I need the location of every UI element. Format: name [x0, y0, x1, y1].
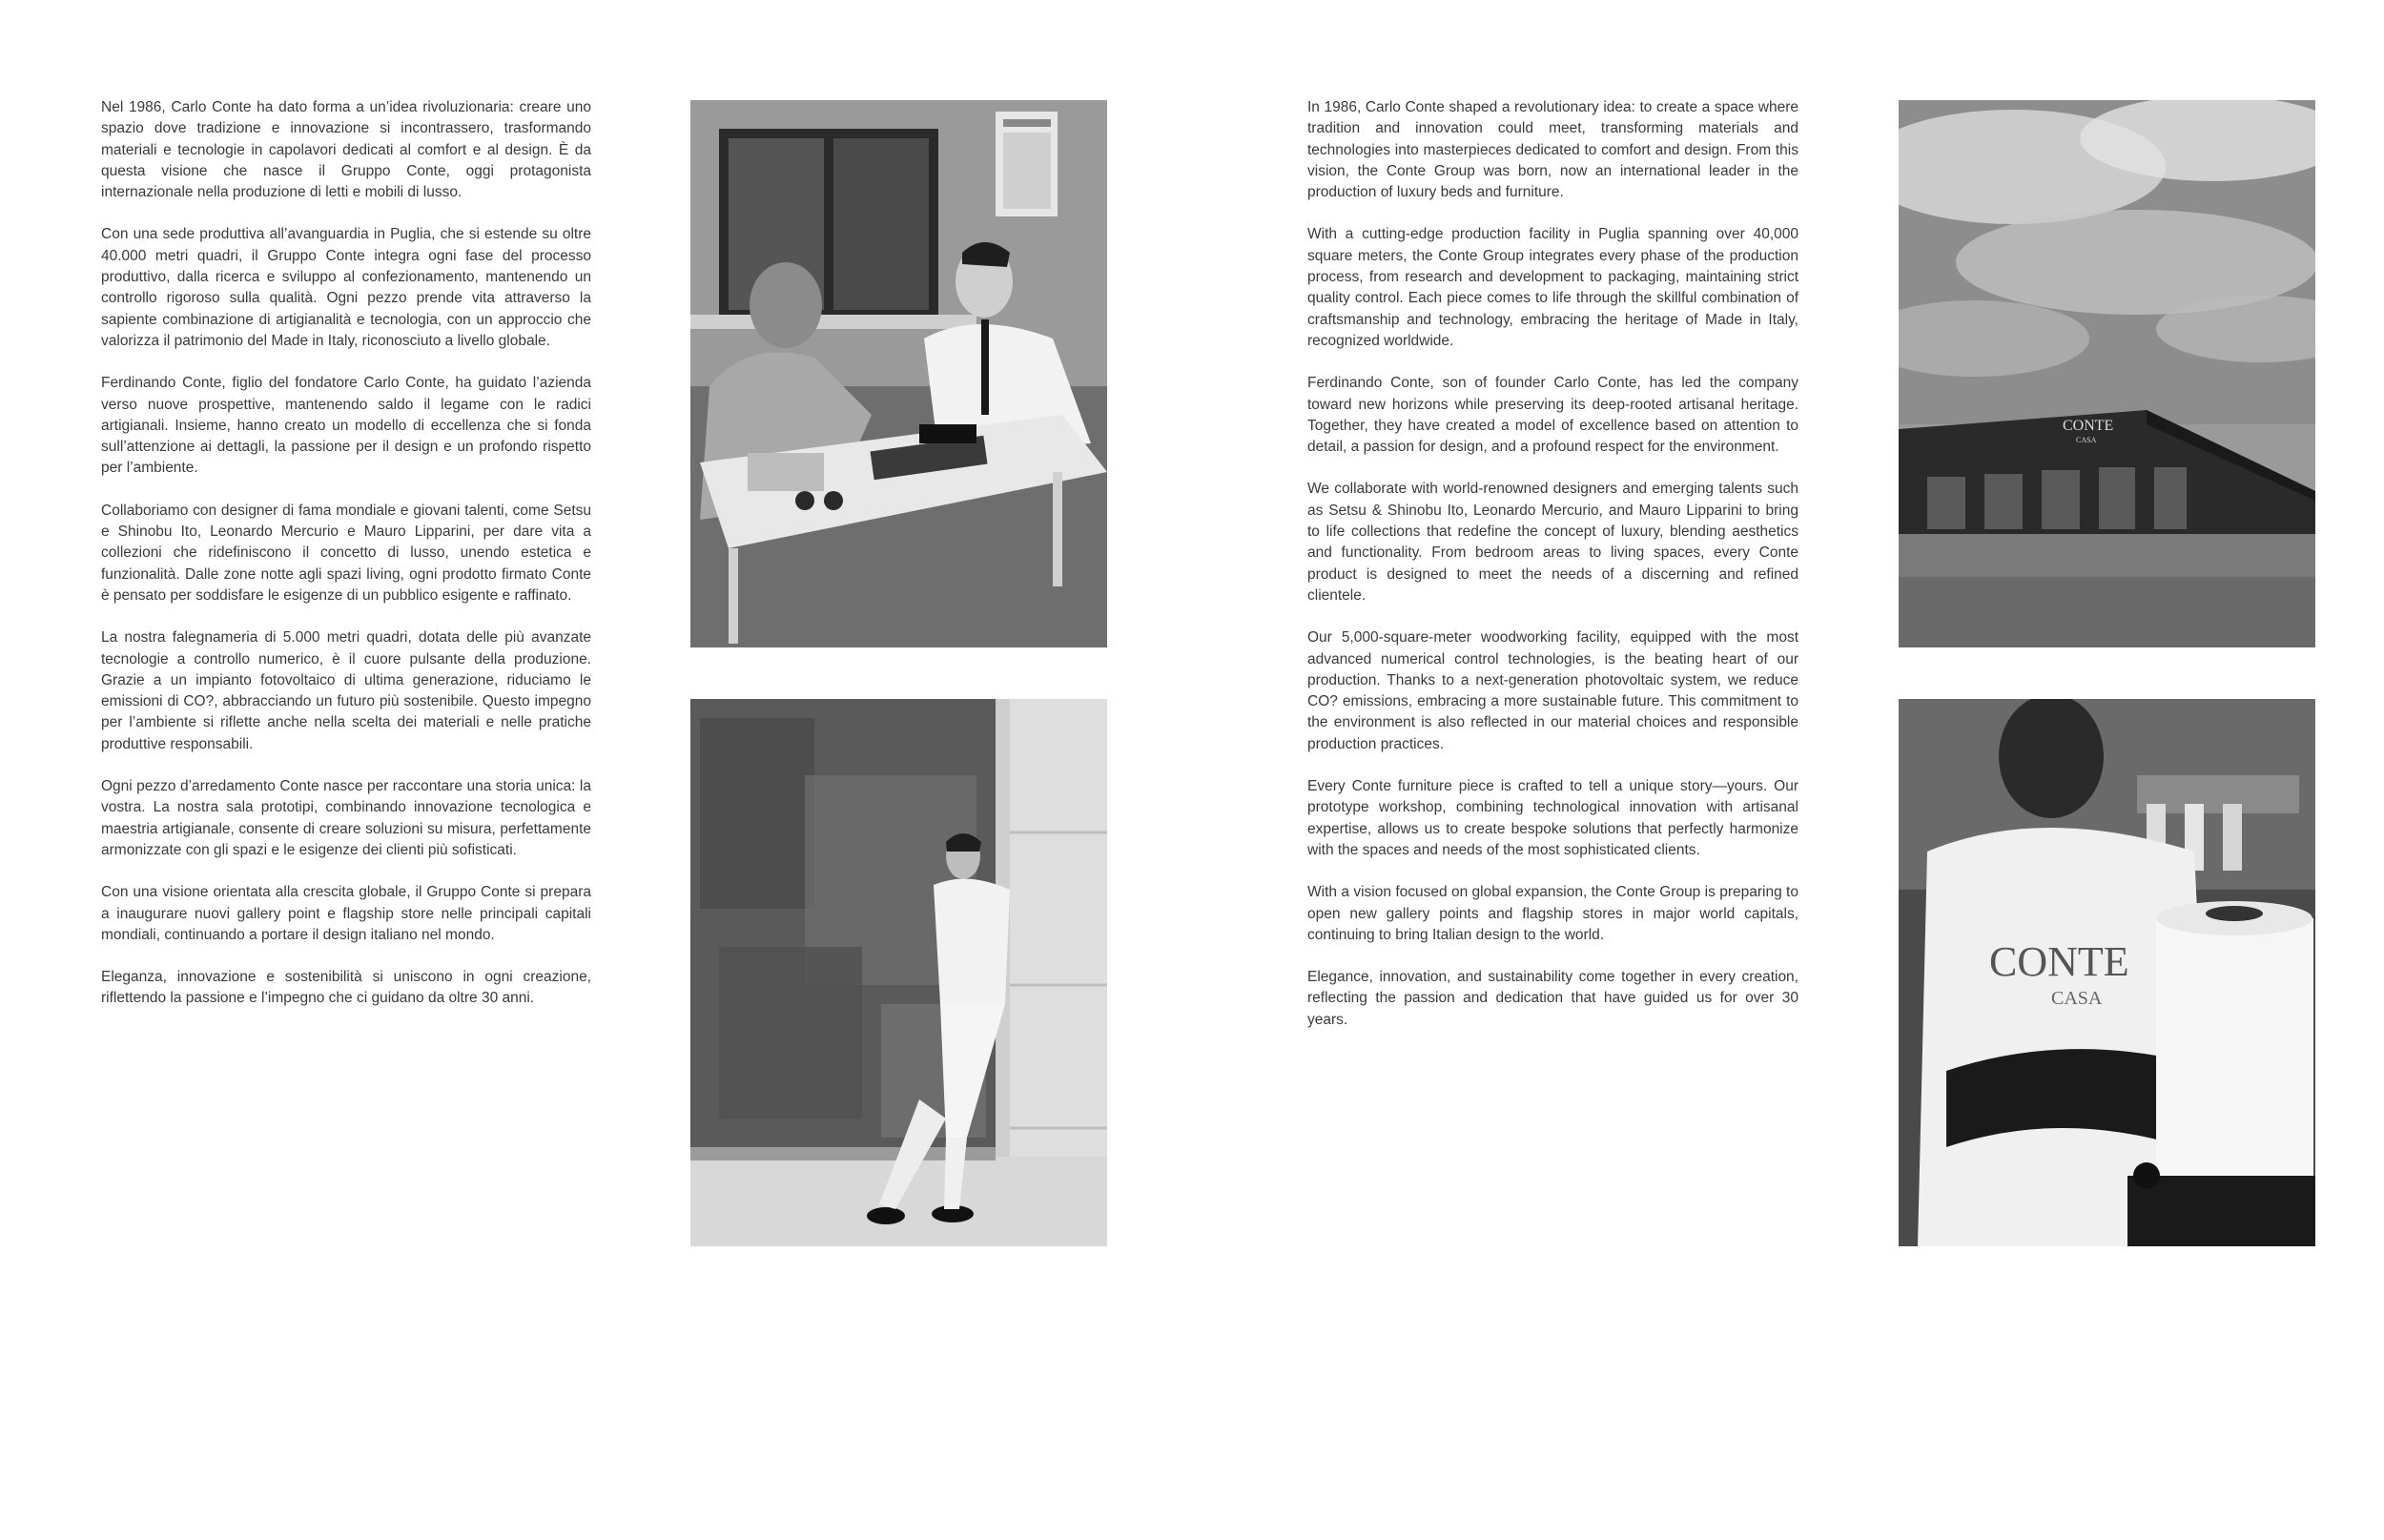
english-paragraph-6: Every Conte furniture piece is crafted to tell a unique story—yours. Our prototype workshop, combining technological innovation with artisanal expertise, allows us to create bespoke solutions that perfectly harmonize with the spaces and needs of the most sophisticated clients.: [1307, 778, 1798, 858]
english-text-column: [1307, 97, 1798, 1052]
english-paragraph-8: Elegance, innovation, and sustainability come together in every creation, reflecting the passion and dedication that have guided us for over 30 years.: [1307, 969, 1798, 1028]
shirt-logo-subtext: CASA: [2051, 988, 2103, 1009]
factory-sign-subtext: CASA: [2076, 436, 2097, 444]
italian-paragraph-5: La nostra falegnameria di 5.000 metri quadri, dotata delle più avanzate tecnologie a controllo numerico, è il cuore pulsante della produzione. Grazie a un impianto fotovoltaico di ultima generazione, riduciamo le emissioni di CO?, abbracciando un futuro più sostenibile. Questo impegno per l’ambiente si riflette anche nella scelta dei materiali e nelle pratiche produttive responsabili.: [101, 629, 591, 752]
man-leaning-wall-photo: [690, 699, 1107, 1246]
italian-paragraph-1: Nel 1986, Carlo Conte ha dato forma a un’idea rivoluzionaria: creare uno spazio dove tradizione e innovazione si incontrassero, trasformando materiali e tecnologie in capolavori dedicati al comfort e al design. È da questa visione che nasce il Gruppo Conte, oggi protagonista internazionale nella produzione di letti e mobili di lusso.: [101, 99, 591, 201]
english-paragraph-5: Our 5,000-square-meter woodworking facility, equipped with the most advanced numerical control technologies, is the beating heart of our production. Thanks to a next-generation photovoltaic system, we reduce CO? emissions, embracing a more sustainable future. This commitment to the environment is also reflected in our material choices and responsible production practices.: [1307, 629, 1798, 752]
italian-paragraph-4: Collaboriamo con designer di fama mondiale e giovani talenti, come Setsu e Shinobu Ito, Leonardo Mercurio e Mauro Lipparini, per dare vita a collezioni che ridefiniscono il concetto di lusso, unendo estetica e funzionalità. Dalle zone notte agli spazi living, ogni prodotto firmato Conte è pensato per soddisfare le esigenze di un pubblico esigente e raffinato.: [101, 502, 591, 604]
english-paragraph-3: Ferdinando Conte, son of founder Carlo Conte, has led the company toward new horizons while preserving its deep-rooted artisanal heritage. Together, they have created a model of excellence based on attention to detail, a passion for design, and a profound respect for the environment.: [1307, 375, 1798, 456]
italian-paragraph-3: Ferdinando Conte, figlio del fondatore Carlo Conte, ha guidato l’azienda verso nuove prospettive, mantenendo saldo il legame con le radici artigianali. Insieme, hanno creato un modello di eccellenza che si fonda sull’attenzione ai dettagli, la passione per il design e un profondo rispetto per l’ambiente.: [101, 375, 591, 477]
worker-thread-spool-photo: [1899, 699, 2315, 1246]
italian-paragraph-2: Con una sede produttiva all’avanguardia in Puglia, che si estende su oltre 40.000 metri quadri, il Gruppo Conte integra ogni fase del processo produttivo, dalla ricerca e sviluppo al confezionamento, mantenendo un controllo rigoroso sulla qualità. Ogni pezzo prende vita attraverso la sapiente combinazione di artigianalità e tecnologia, con un approccio che valorizza il patrimonio del Made in Italy, riconosciuto a livello globale.: [101, 226, 591, 349]
founders-at-desk-photo: [690, 100, 1107, 647]
shirt-logo-text: CONTE: [1989, 938, 2129, 985]
english-paragraph-1: In 1986, Carlo Conte shaped a revolutionary idea: to create a space where tradition and innovation could meet, transforming materials and technologies into masterpieces dedicated to comfort and design. From this vision, the Conte Group was born, now an international leader in the production of luxury beds and furniture.: [1307, 99, 1798, 201]
factory-sign-text: CONTE: [2063, 418, 2114, 434]
italian-paragraph-7: Con una visione orientata alla crescita globale, il Gruppo Conte si prepara a inaugurare nuovi gallery point e flagship store nelle principali capitali mondiali, continuando a portare il design italiano nel mondo.: [101, 884, 591, 943]
italian-text-column: [101, 97, 591, 1031]
english-paragraph-4: We collaborate with world-renowned designers and emerging talents such as Setsu & Shinobu Ito, Leonardo Mercurio, and Mauro Lipparini to bring to life collections that redefine the concept of luxury, blending aesthetics and functionality. From bedroom areas to living spaces, every Conte product is designed to meet the needs of a discerning and refined clientele.: [1307, 481, 1798, 604]
italian-paragraph-8: Eleganza, innovazione e sostenibilità si uniscono in ogni creazione, riflettendo la passione e l’impegno che ci guidano da oltre 30 anni.: [101, 969, 591, 1007]
english-paragraph-2: With a cutting-edge production facility in Puglia spanning over 40,000 square meters, the Conte Group integrates every phase of the production process, from research and development to packaging, maintaining strict quality control. Each piece comes to life through the skillful combination of craftsmanship and technology, embracing the heritage of Made in Italy, recognized worldwide.: [1307, 226, 1798, 349]
italian-paragraph-6: Ogni pezzo d’arredamento Conte nasce per raccontare una storia unica: la vostra. La nostra sala prototipi, combinando innovazione tecnologica e maestria artigianale, consente di creare soluzioni su misura, perfettamente armonizzate con gli spazi e le esigenze dei clienti più sofisticati.: [101, 778, 591, 858]
english-paragraph-7: With a vision focused on global expansion, the Conte Group is preparing to open new gallery points and flagship stores in major world capitals, continuing to bring Italian design to the world.: [1307, 884, 1798, 943]
factory-building-photo: [1899, 100, 2315, 647]
